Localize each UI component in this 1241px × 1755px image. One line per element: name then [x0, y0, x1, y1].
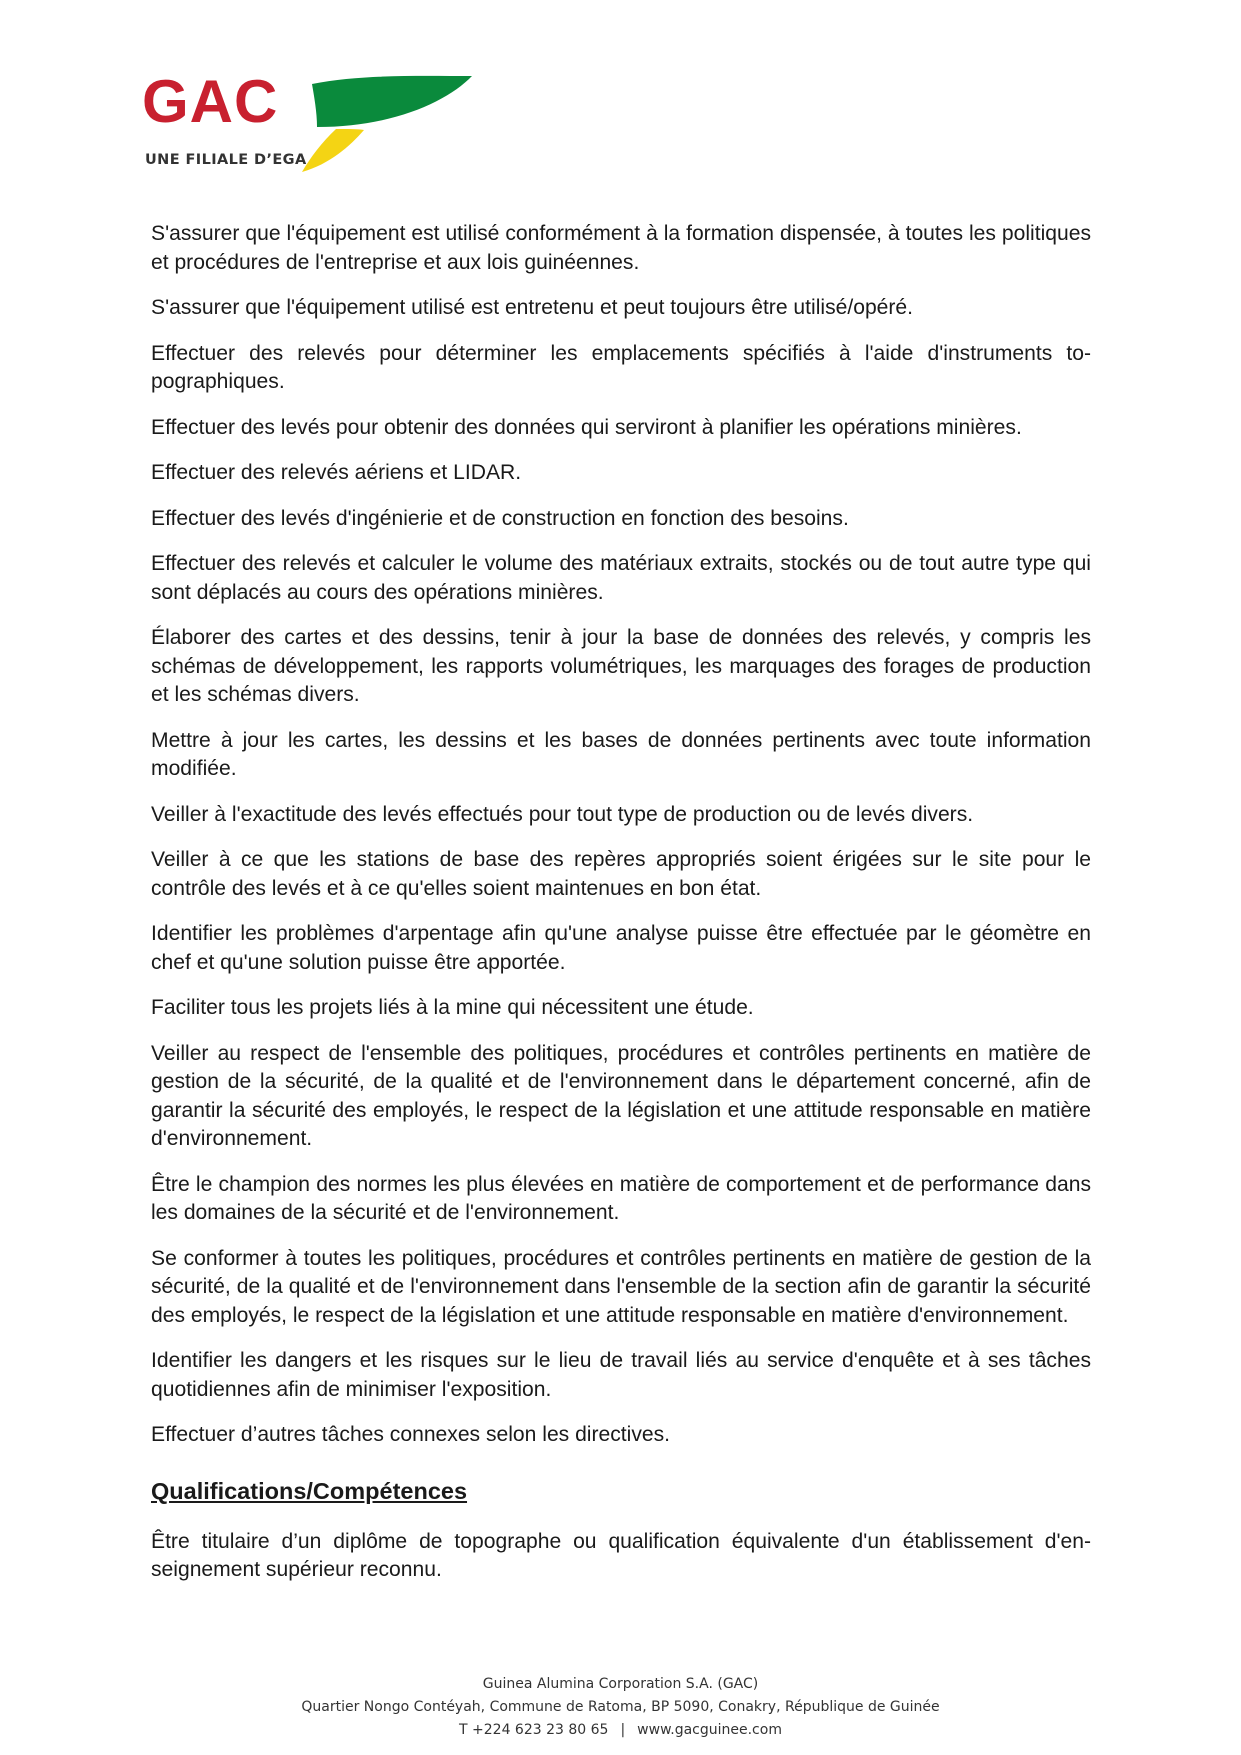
footer-address: Quartier Nongo Contéyah, Commune de Ratoma, BP 5090, Conakry, République de Guinée	[301, 1699, 940, 1715]
responsibility-paragraph: Faciliter tous les projets liés à la mine qui nécessitent une étude.	[151, 996, 754, 1019]
logo-leaf-icon	[272, 72, 472, 177]
logo-green-leaf-shape	[312, 76, 472, 127]
responsibility-paragraph: Effectuer des relevés pour déterminer les emplacements spécifiés à l'aide d'instruments topographiques.	[151, 341, 1091, 393]
footer-separator: |	[620, 1722, 626, 1738]
responsibility-paragraph: Effectuer des relevés aériens et LIDAR.	[151, 461, 522, 484]
responsibility-paragraph: Mettre à jour les cartes, les dessins et les bases de données pertinents avec toute information modifiée.	[151, 728, 1091, 780]
responsibility-paragraph: Veiller au respect de l'ensemble des politiques, procédures et contrôles pertinents en matière de gestion de la sécurité, de la qualité et de l'environnement dans le département concerné, afin de garantir la sécurité des employés, le respect de la législation et une attitude responsable en matière d'environnement.	[151, 1041, 1091, 1150]
qualification-paragraph: Être titulaire d’un diplôme de topographe ou qualification équivalente d'un établissement d'enseignement supérieur reconnu.	[151, 1529, 1091, 1581]
responsibility-paragraph: S'assurer que l'équipement est utilisé conformément à la formation dispensée, à toutes les politiques et procédures de l'entreprise et aux lois guinéennes.	[151, 222, 1091, 274]
responsibility-paragraph: Effectuer des levés pour obtenir des données qui serviront à planifier les opérations minières.	[151, 415, 1022, 439]
responsibility-paragraph: Veiller à l'exactitude des levés effectués pour tout type de production ou de levés divers.	[151, 802, 974, 826]
footer-phone: T +224 623 23 80 65	[459, 1722, 609, 1738]
company-logo	[142, 68, 472, 177]
responsibility-paragraph: Identifier les dangers et les risques sur le lieu de travail liés au service d'enquête et à ses tâches quotidiennes afin de minimiser l'exposition.	[151, 1349, 1091, 1401]
responsibility-paragraph: Veiller à ce que les stations de base des repères appropriés soient érigées sur le site pour le contrôle des levés et à ce qu'elles soient maintenues en bon état.	[151, 848, 1091, 900]
footer-company: Guinea Alumina Corporation S.A. (GAC)	[482, 1676, 759, 1692]
responsibility-paragraph: Effectuer des relevés et calculer le volume des matériaux extraits, stockés ou de tout autre type qui sont déplacés au cours des opérations minières.	[151, 552, 1091, 604]
document-body	[151, 220, 1091, 1585]
page-footer	[0, 1673, 1241, 1742]
responsibility-paragraph: Identifier les problèmes d'arpentage afin qu'une analyse puisse être effectuée par le géomètre en chef et qu'une solution puisse être apportée.	[151, 922, 1091, 974]
responsibility-paragraph: Effectuer d’autres tâches connexes selon les directives.	[151, 1423, 671, 1446]
logo-yellow-leaf-shape	[302, 129, 364, 172]
responsibility-paragraph: Se conformer à toutes les politiques, procédures et contrôles pertinents en matière de gestion de la sécurité, de la qualité et de l'environnement dans l'ensemble de la section afin de garantir la sécurité des employés, le respect de la législation et une attitude responsable en matière d'environnement.	[151, 1246, 1091, 1327]
qualifications-heading: Qualifications/Compétences	[151, 1477, 468, 1504]
responsibility-paragraph: Effectuer des levés d'ingénierie et de construction en fonction des besoins.	[151, 506, 849, 530]
footer-website-link[interactable]: www.gacguinee.com	[637, 1722, 782, 1738]
footer-contact	[0, 1719, 1241, 1742]
logo-wordmark: GAC	[142, 68, 279, 135]
responsibility-paragraph: Élaborer des cartes et des dessins, tenir à jour la base de données des relevés, y compris les schémas de développement, les rapports volumétriques, les marquages des forages de production et les schémas divers.	[151, 626, 1091, 706]
responsibility-paragraph: Être le champion des normes les plus élevées en matière de comportement et de performance dans les domaines de la sécurité et de l'environnement.	[151, 1172, 1091, 1224]
responsibility-paragraph: S'assurer que l'équipement utilisé est entretenu et peut toujours être utilisé/opéré.	[151, 296, 914, 319]
logo-subtitle: UNE FILIALE D’EGA	[145, 152, 307, 168]
